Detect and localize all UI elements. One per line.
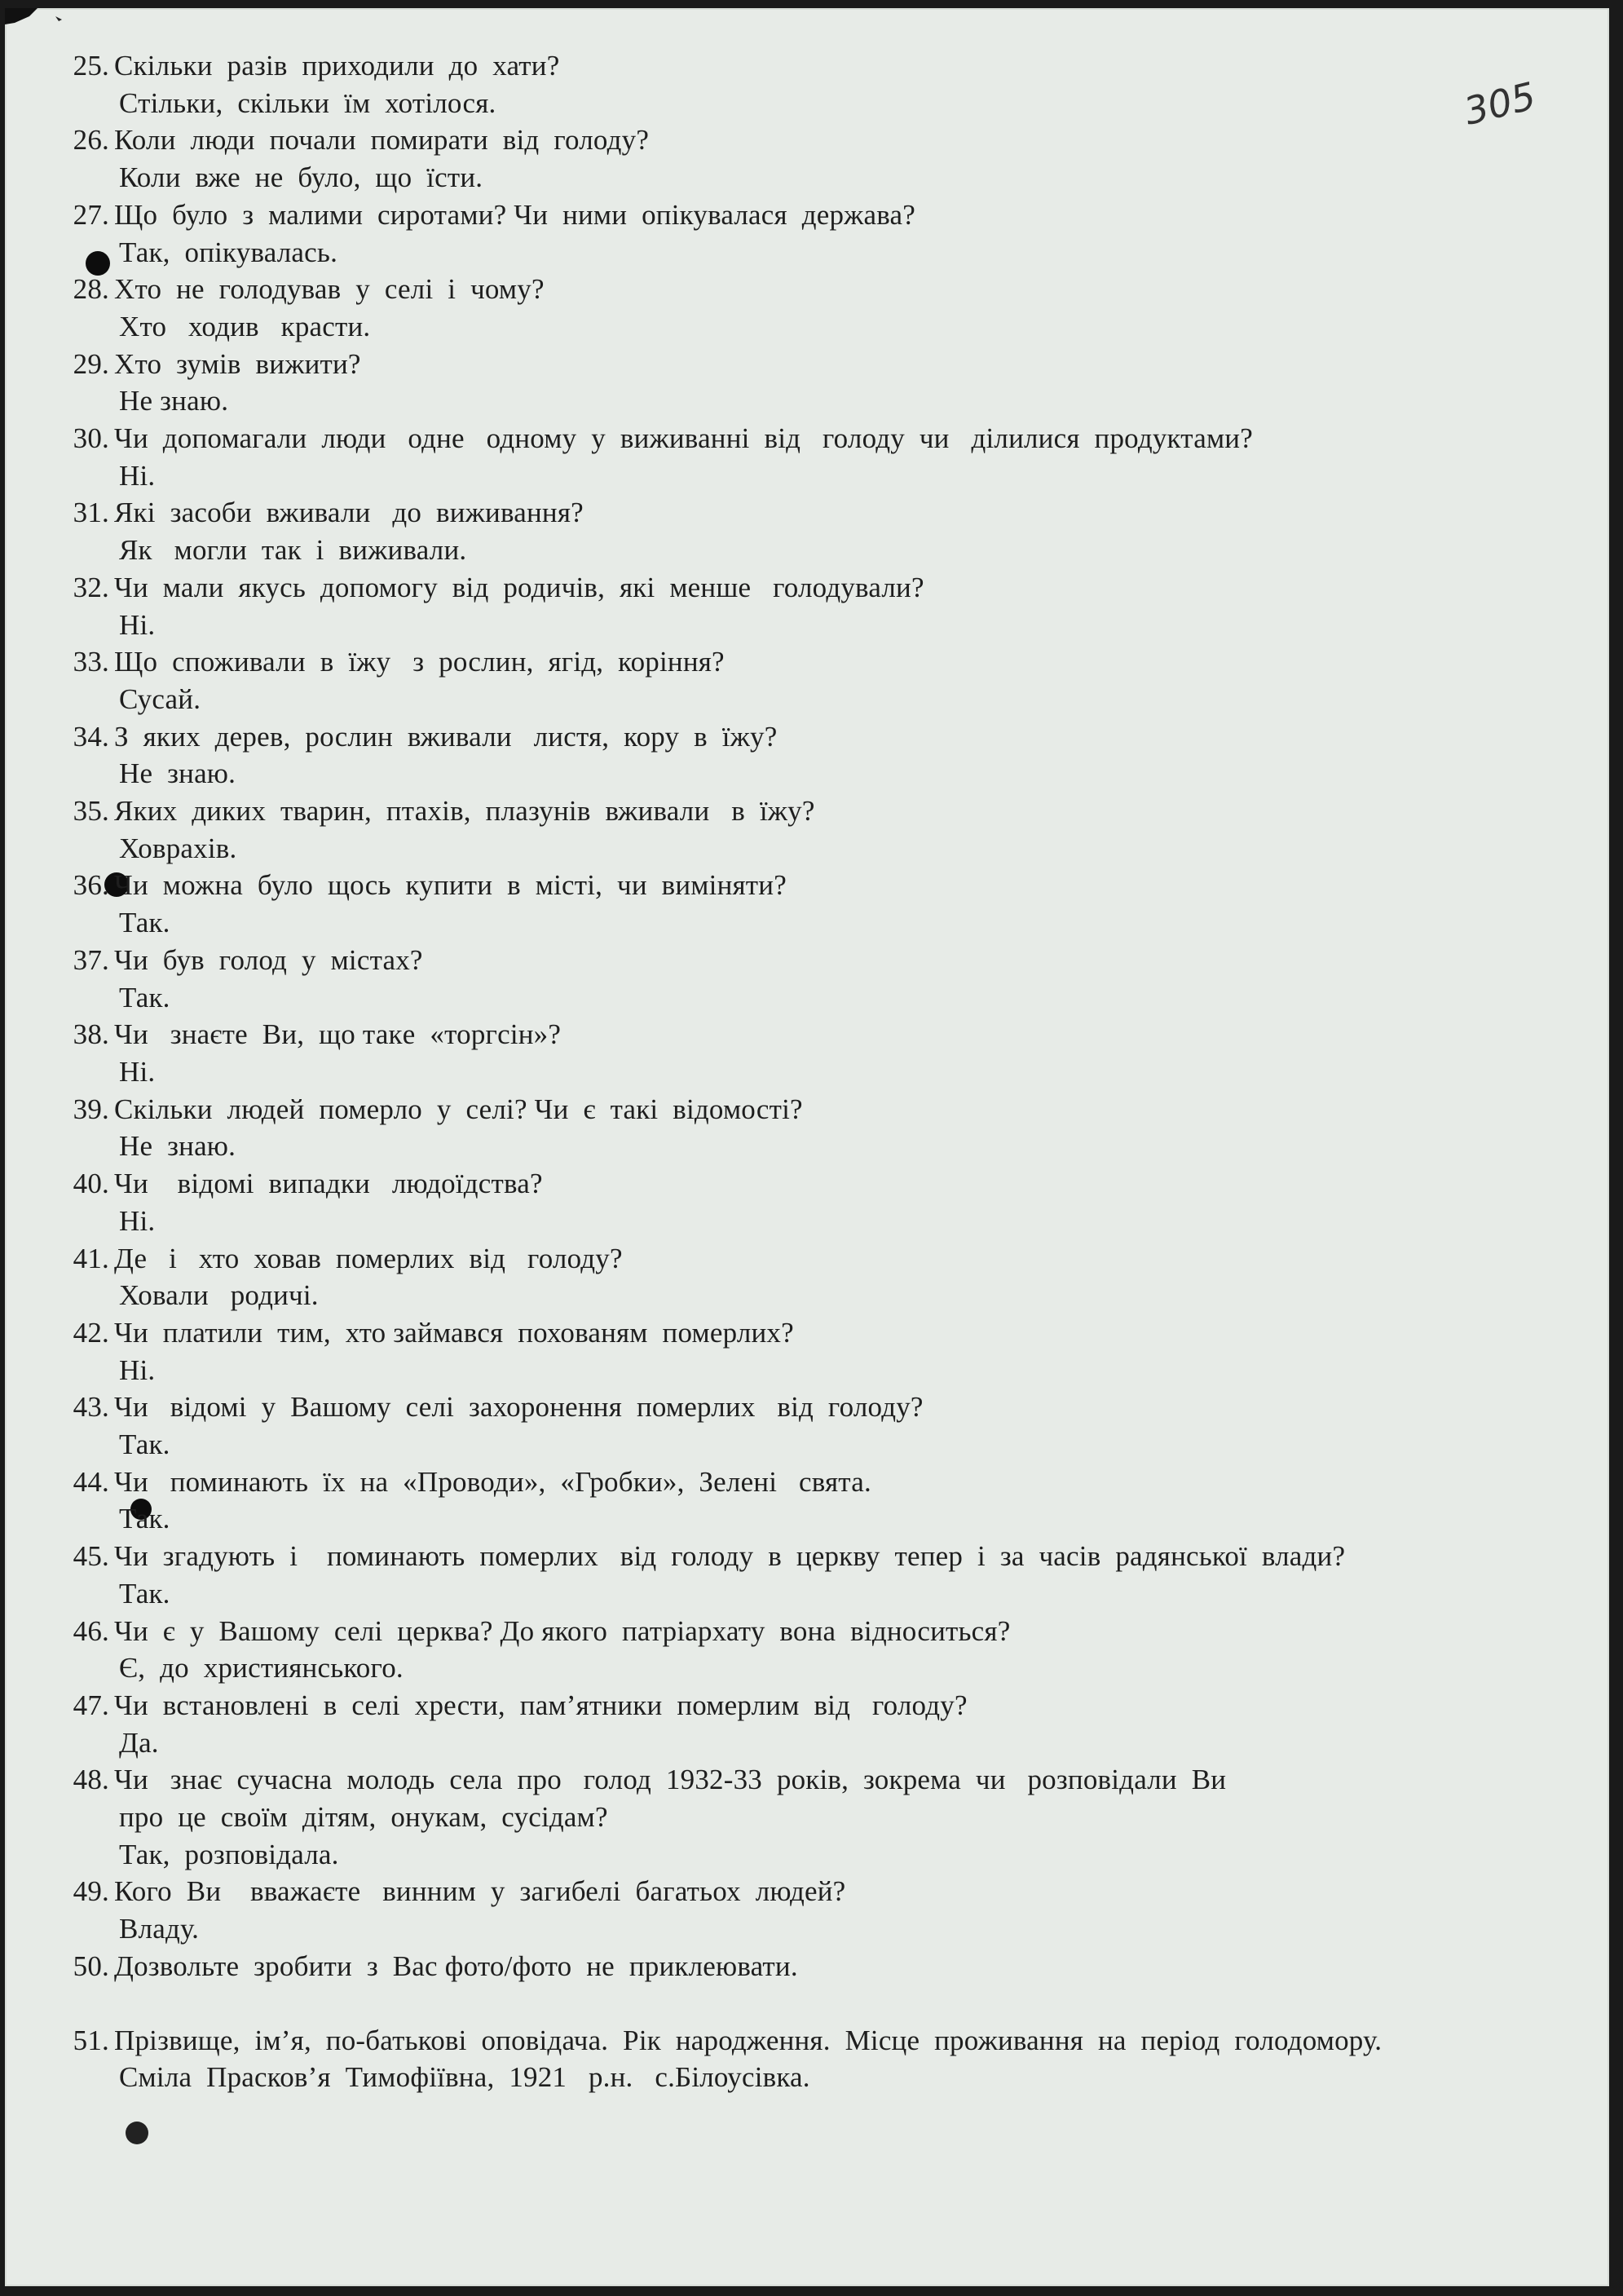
question-line: [57, 1687, 1590, 1724]
question-line: [57, 47, 1590, 85]
question-line: [57, 346, 1590, 383]
question-text: Яких диких тварин, птахів, плазунів вживали в їжу?: [114, 795, 815, 828]
question-text: Які засоби вживали до виживання?: [114, 497, 584, 529]
question-text: Чи допомагали люди одне одному у виживанні від голоду чи ділилися продуктами?: [114, 422, 1253, 455]
qa-item: [57, 793, 1590, 867]
question-text: Чи встановлені в селі хрести, пам’ятники померлим від голоду?: [114, 1689, 968, 1721]
qa-item: [57, 1538, 1590, 1612]
question-number: 35.: [73, 795, 109, 828]
question-line: [57, 1538, 1590, 1575]
question-line: [57, 1948, 1590, 1985]
question-line: [57, 494, 1590, 532]
answer-text: Сміла Прасков’я Тимофіївна, 1921 р.н. с.Білоусівка.: [119, 2061, 810, 2094]
question-number: 50.: [73, 1949, 109, 1982]
qa-item: [57, 47, 1590, 121]
spacer: [57, 1985, 1590, 2022]
answer-text: Не знаю.: [119, 1130, 236, 1163]
qa-item: [57, 1091, 1590, 1165]
answer-text: Ховали родичі.: [119, 1279, 319, 1312]
question-line: [57, 1761, 1590, 1799]
answer-text: Так, опікувалась.: [119, 236, 338, 268]
question-number: 44.: [73, 1465, 109, 1498]
qa-item: [57, 1948, 1590, 1985]
question-line: [57, 196, 1590, 234]
question-line: [57, 1091, 1590, 1128]
answer-text: Так.: [119, 1428, 170, 1461]
question-number: 30.: [73, 422, 109, 455]
question-line: [57, 420, 1590, 457]
question-text: Що споживали в їжу з рослин, ягід, коріння?: [114, 646, 725, 678]
question-line: [57, 569, 1590, 607]
question-number: 40.: [73, 1168, 109, 1200]
answer-text: Є, до християнського.: [119, 1652, 404, 1684]
question-line: [57, 942, 1590, 979]
question-number: 39.: [73, 1093, 109, 1125]
qa-item: [57, 569, 1590, 643]
question-text: Чи мали якусь допомогу від родичів, які менше голодували?: [114, 571, 924, 603]
qa-item: [57, 196, 1590, 271]
qa-item: [57, 1687, 1590, 1761]
qa-item: [57, 494, 1590, 568]
question-line: [57, 1165, 1590, 1203]
question-line: [57, 1873, 1590, 1910]
question-text: З яких дерев, рослин вживали листя, кору в їжу?: [114, 720, 778, 753]
answer-text: Да.: [119, 1726, 159, 1759]
question-line: [57, 1613, 1590, 1650]
question-text: Чи знає сучасна молодь села про голод 1932-33 років, зокрема чи розповідали Ви: [114, 1764, 1227, 1796]
answer-text: Так.: [119, 907, 170, 939]
question-line: [57, 643, 1590, 681]
question-number: 27.: [73, 198, 109, 231]
question-text: Скільки людей померло у селі? Чи є такі відомості?: [114, 1093, 803, 1125]
qa-item: [57, 1873, 1590, 1947]
answer-text: Так.: [119, 1577, 170, 1609]
question-line: [57, 1314, 1590, 1352]
question-line: [57, 2022, 1590, 2060]
qa-item: [57, 121, 1590, 196]
question-line: [57, 271, 1590, 308]
handwritten-page-number: 305: [1459, 73, 1541, 134]
question-text: Чи відомі випадки людоїдства?: [114, 1168, 543, 1200]
question-number: 38.: [73, 1018, 109, 1051]
qa-item: [57, 942, 1590, 1016]
answer-text: Коли вже не було, що їсти.: [119, 161, 483, 194]
punch-hole: [126, 2122, 148, 2144]
question-text: Чи поминають їх на «Проводи», «Гробки», Зелені свята.: [114, 1465, 871, 1498]
question-line: [57, 793, 1590, 830]
question-number: 36.: [73, 869, 109, 902]
document-page: [5, 8, 1609, 2286]
qa-item: [57, 1389, 1590, 1463]
question-number: 31.: [73, 497, 109, 529]
question-line: [57, 718, 1590, 756]
answer-text: Ні.: [119, 1204, 156, 1237]
question-text: Що було з малими сиротами? Чи ними опікувалася держава?: [114, 198, 916, 231]
answer-text: Хто ходив красти.: [119, 310, 371, 342]
question-number: 48.: [73, 1764, 109, 1796]
question-text: Хто зумів вижити?: [114, 347, 361, 380]
question-line: [57, 867, 1590, 904]
question-text: Чи є у Вашому селі церква? До якого патріархату вона відноситься?: [114, 1614, 1011, 1647]
question-text: Чи згадують і поминають померлих від голоду в церкву тепер і за часів радянської влади?: [114, 1540, 1346, 1573]
qa-item: [57, 1613, 1590, 1687]
qa-item: [57, 867, 1590, 941]
question-number: 33.: [73, 646, 109, 678]
answer-text: Не знаю.: [119, 385, 229, 417]
answer-text: Ні.: [119, 1353, 156, 1386]
qa-item: [57, 1464, 1590, 1538]
question-number: 26.: [73, 124, 109, 157]
question-line: [57, 1464, 1590, 1501]
answer-text: Владу.: [119, 1913, 200, 1945]
answer-text: Ховрахів.: [119, 832, 237, 864]
answer-text: Ні.: [119, 459, 156, 492]
qa-item: [57, 1016, 1590, 1090]
question-text: Прізвище, ім’я, по-батькові оповідача. Рік народження. Місце проживання на період голодомору.: [114, 2024, 1383, 2056]
question-number: 28.: [73, 273, 109, 306]
qa-item: [57, 718, 1590, 793]
answer-text: Як могли так і виживали.: [119, 534, 467, 567]
qa-item: [57, 346, 1590, 420]
question-number: 45.: [73, 1540, 109, 1573]
qa-item: [57, 1761, 1590, 1873]
question-line: [57, 1016, 1590, 1053]
question-text: Де і хто ховав померлих від голоду?: [114, 1242, 623, 1274]
question-number: 34.: [73, 720, 109, 753]
qa-item: [57, 1165, 1590, 1239]
question-text: Чи був голод у містах?: [114, 943, 423, 976]
question-number: 41.: [73, 1242, 109, 1274]
qa-item: [57, 1240, 1590, 1314]
question-line: [57, 121, 1590, 159]
question-number: 43.: [73, 1391, 109, 1424]
question-continuation: про це своїм дітям, онукам, сусідам?: [119, 1801, 608, 1834]
question-text: Чи відомі у Вашому селі захоронення померлих від голоду?: [114, 1391, 924, 1424]
question-number: 37.: [73, 943, 109, 976]
qa-item: [57, 271, 1590, 345]
answer-text: Ні.: [119, 608, 156, 641]
question-text: Дозвольте зробити з Вас фото/фото не приклеювати.: [114, 1949, 798, 1982]
corner-ink-mark: [5, 8, 62, 41]
question-text: Скільки разів приходили до хати?: [114, 50, 560, 82]
question-number: 46.: [73, 1614, 109, 1647]
question-text: Кого Ви вважаєте винним у загибелі багатьох людей?: [114, 1875, 846, 1908]
question-text: Чи можна було щось купити в місті, чи виміняти?: [114, 869, 787, 902]
qa-item: [57, 420, 1590, 494]
question-line: [57, 1240, 1590, 1278]
answer-text: Стільки, скільки їм хотілося.: [119, 86, 496, 119]
answer-text: Так.: [119, 981, 170, 1013]
question-text: Хто не голодував у селі і чому?: [114, 273, 545, 306]
qa-item: [57, 2022, 1590, 2096]
question-number: 29.: [73, 347, 109, 380]
question-text: Чи знаєте Ви, що такe «торгсін»?: [114, 1018, 562, 1051]
answer-text: Сусай.: [119, 682, 201, 715]
question-line: [57, 1389, 1590, 1426]
questionnaire-list: [57, 47, 1590, 2096]
question-number: 32.: [73, 571, 109, 603]
question-text: Коли люди почали помирати від голоду?: [114, 124, 650, 157]
question-text: Чи платили тим, хто займався похованям померлих?: [114, 1316, 794, 1349]
question-number: 49.: [73, 1875, 109, 1908]
question-number: 47.: [73, 1689, 109, 1721]
question-number: 25.: [73, 50, 109, 82]
qa-item: [57, 1314, 1590, 1389]
answer-text: Ні.: [119, 1055, 156, 1088]
qa-item: [57, 643, 1590, 718]
answer-text: Так.: [119, 1503, 170, 1535]
question-number: 51.: [73, 2024, 109, 2056]
question-number: 42.: [73, 1316, 109, 1349]
answer-text: Не знаю.: [119, 757, 236, 790]
answer-text: Так, розповідала.: [119, 1838, 339, 1870]
